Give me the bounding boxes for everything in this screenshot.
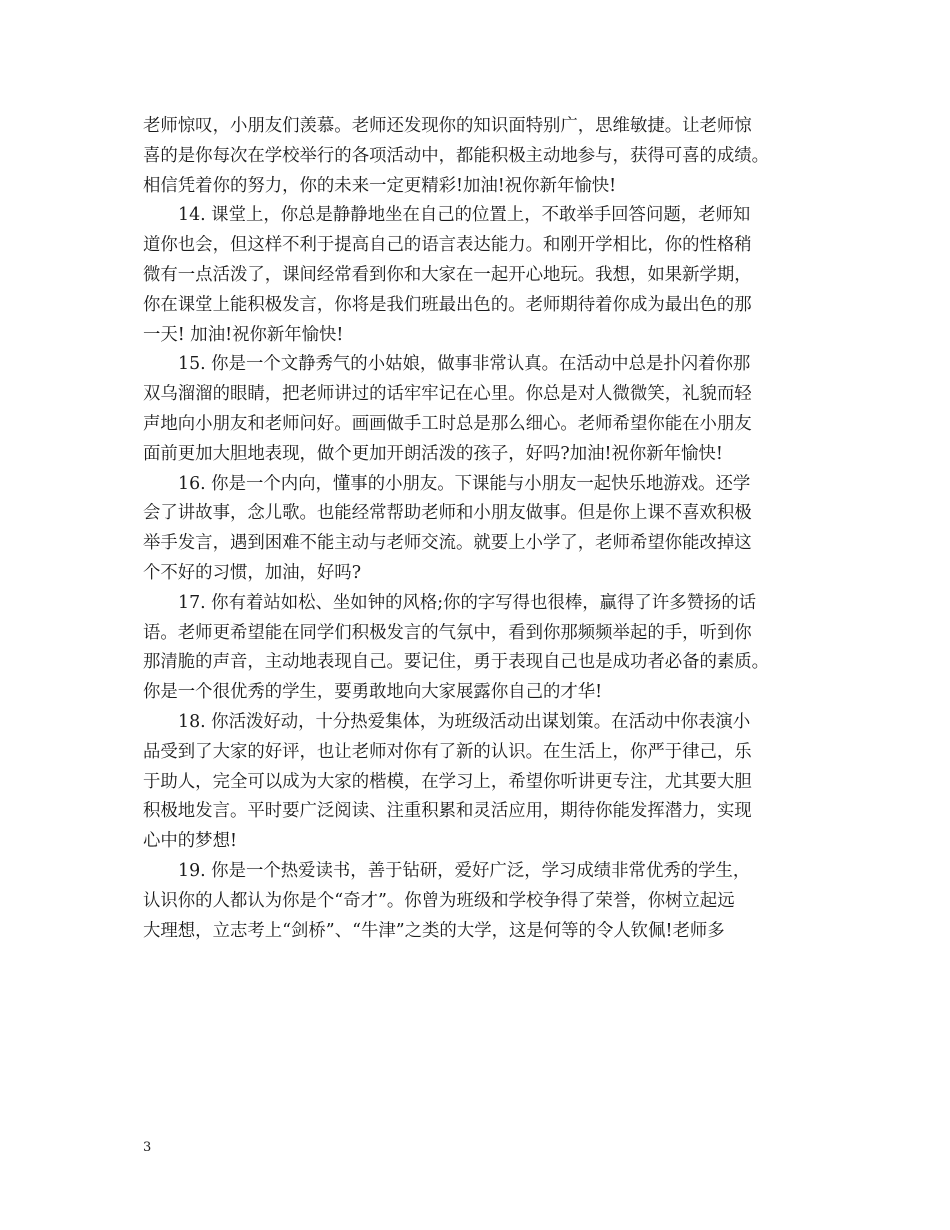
- text-line: 声地向小朋友和老师问好。画画做手工时总是那么细心。老师希望你能在小朋友: [143, 413, 752, 434]
- text-line: 你在课堂上能积极发言，你将是我们班最出色的。老师期待着你成为最出色的那: [143, 294, 752, 315]
- page-number: 3: [143, 1140, 152, 1155]
- text-line: 于助人，完全可以成为大家的楷模，在学习上，希望你听讲更专注，尤其要大胆: [143, 771, 752, 792]
- text-line: 个不好的习惯，加油，好吗?: [143, 562, 362, 583]
- text-line: 心中的梦想!: [143, 831, 237, 852]
- document-body: [143, 112, 820, 946]
- text-line: 大理想，立志考上“剑桥”、“牛津”之类的大学，这是何等的令人钦佩!老师多: [143, 920, 725, 941]
- text-line: 19. 你是一个热爱读书，善于钻研，爱好广泛，学习成绩非常优秀的学生，: [178, 860, 751, 881]
- text-line: 双乌溜溜的眼睛，把老师讲过的话牢牢记在心里。你总是对人微微笑，礼貌而轻: [143, 384, 752, 405]
- text-line: 那清脆的声音，主动地表现自己。要记住，勇于表现自己也是成功者必备的素质。: [143, 652, 770, 673]
- text-line: 喜的是你每次在学校举行的各项活动中，都能积极主动地参与，获得可喜的成绩。: [143, 145, 770, 166]
- text-line: 认识你的人都认为你是个“奇才”。你曾为班级和学校争得了荣誉，你树立起远: [143, 890, 735, 911]
- text-line: 语。老师更希望能在同学们积极发言的气氛中，看到你那频频举起的手，听到你: [143, 622, 752, 643]
- text-line: 15. 你是一个文静秀气的小姑娘，做事非常认真。在活动中总是扑闪着你那: [178, 354, 751, 375]
- text-line: 你是一个很优秀的学生，要勇敢地向大家展露你自己的才华!: [143, 682, 603, 703]
- text-line: 举手发言，遇到困难不能主动与老师交流。就要上小学了，老师希望你能改掉这: [143, 533, 752, 554]
- text-line: 17. 你有着站如松、坐如钟的风格;你的字写得也很棒，赢得了许多赞扬的话: [178, 592, 757, 613]
- text-line: 微有一点活泼了，课间经常看到你和大家在一起开心地玩。我想，如果新学期，: [143, 264, 752, 285]
- text-line: 积极地发言。平时要广泛阅读、注重积累和灵活应用，期待你能发挥潜力，实现: [143, 801, 752, 822]
- text-line: 道你也会，但这样不利于提高自己的语言表达能力。和刚开学相比，你的性格稍: [143, 235, 752, 256]
- text-line: 老师惊叹，小朋友们羡慕。老师还发现你的知识面特别广，思维敏捷。让老师惊: [143, 116, 752, 136]
- text-line: 会了讲故事，念儿歌。也能经常帮助老师和小朋友做事。但是你上课不喜欢积极: [143, 503, 752, 524]
- text-line: 面前更加大胆地表现，做个更加开朗活泼的孩子，好吗?加油!祝你新年愉快!: [143, 443, 723, 464]
- text-line: 18. 你活泼好动，十分热爱集体，为班级活动出谋划策。在活动中你表演小: [178, 711, 751, 732]
- text-line: 一天! 加油!祝你新年愉快!: [143, 324, 344, 345]
- text-line: 14. 课堂上，你总是静静地坐在自己的位置上，不敢举手回答问题，老师知: [178, 205, 751, 226]
- text-line: 相信凭着你的努力，你的未来一定更精彩!加油!祝你新年愉快!: [143, 175, 617, 196]
- text-line: 16. 你是一个内向，懂事的小朋友。下课能与小朋友一起快乐地游戏。还学: [178, 473, 751, 494]
- text-line: 品受到了大家的好评，也让老师对你有了新的认识。在生活上，你严于律己，乐: [143, 741, 752, 762]
